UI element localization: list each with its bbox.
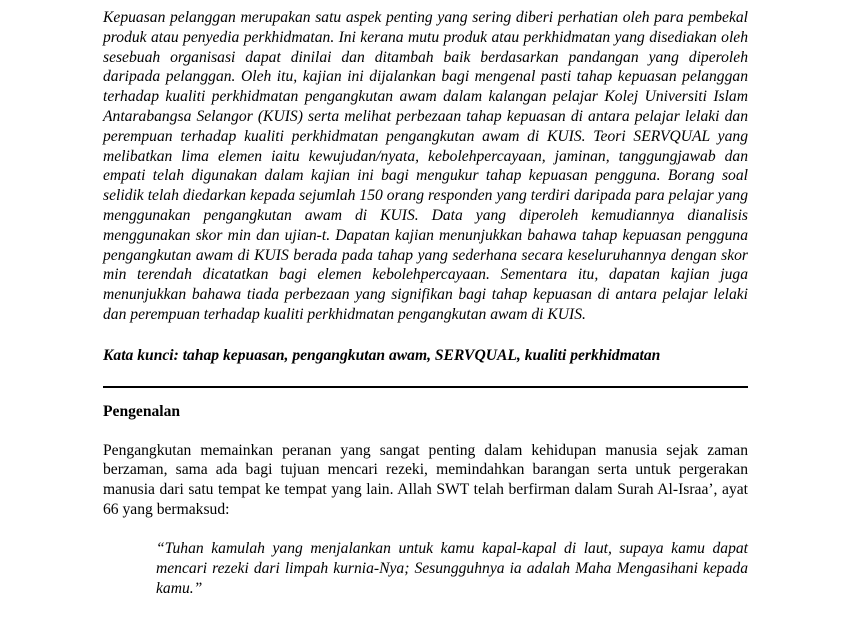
quran-quote: “Tuhan kamulah yang menjalankan untuk kamu kapal-kapal di laut, supaya kamu dapat mencari rezeki dari limpah kurnia-Nya; Sesungguhnya ia adalah Maha Mengasihani kepada kamu.” xyxy=(156,540,748,597)
intro-paragraph: Pengangkutan memainkan peranan yang sangat penting dalam kehidupan manusia sejak zaman berzaman, sama ada bagi tujuan mencari rezeki, memindahkan barangan serta untuk pergerakan manusia dari satu tempat ke tempat yang lain. Allah SWT telah berfirman dalam Surah Al-Israa’, ayat 66 yang bermaksud: xyxy=(103,441,748,518)
abstract-text: Kepuasan pelanggan merupakan satu aspek penting yang sering diberi perhatian oleh para pembekal produk atau penyedia perkhidmatan. Ini kerana mutu produk atau perkhidmatan yang disediakan oleh sesebuah organisasi dapat dinilai dan ditambah baik berdasarkan pandangan yang diperoleh daripada pelanggan. Oleh itu, kajian ini dijalankan bagi mengenal pasti tahap kepuasan pelanggan terhadap kualiti perkhidmatan pengangkutan awam dalam kalangan pelajar Kolej Universiti Islam Antarabangsa Selangor (KUIS) serta melihat perbezaan tahap kepuasan di antara pelajar lelaki dan perempuan terhadap kualiti perkhidmatan pengangkutan awam di KUIS. Teori SERVQUAL yang melibatkan lima elemen iaitu kewujudan/nyata, kebolehpercayaan, jaminan, tanggungjawab dan empati telah digunakan dalam kajian ini bagi mengukur tahap kepuasan pengguna. Borang soal selidik telah diedarkan kepada sejumlah 150 orang responden yang terdiri daripada para pelajar yang menggunakan pengangkutan awam di KUIS. Data yang diperoleh kemudiannya dianalisis menggunakan skor min dan ujian-t. Dapatan kajian menunjukkan bahawa tahap kepuasan pengguna pengangkutan awam di KUIS berada pada tahap yang sederhana secara keseluruhannya dengan skor min terendah dicatatkan bagi elemen kebolehpercayaan. Sementara itu, dapatan kajian juga menunjukkan bahawa tiada perbezaan yang signifikan bagi tahap kepuasan di antara pelajar lelaki dan perempuan terhadap kualiti perkhidmatan pengangkutan awam di KUIS. xyxy=(103,9,748,323)
section-heading: Pengenalan xyxy=(103,402,181,420)
paper-page xyxy=(103,8,748,599)
keywords-line: Kata kunci: tahap kepuasan, pengangkutan awam, SERVQUAL, kualiti perkhidmatan xyxy=(103,346,661,364)
section-divider xyxy=(103,386,748,388)
